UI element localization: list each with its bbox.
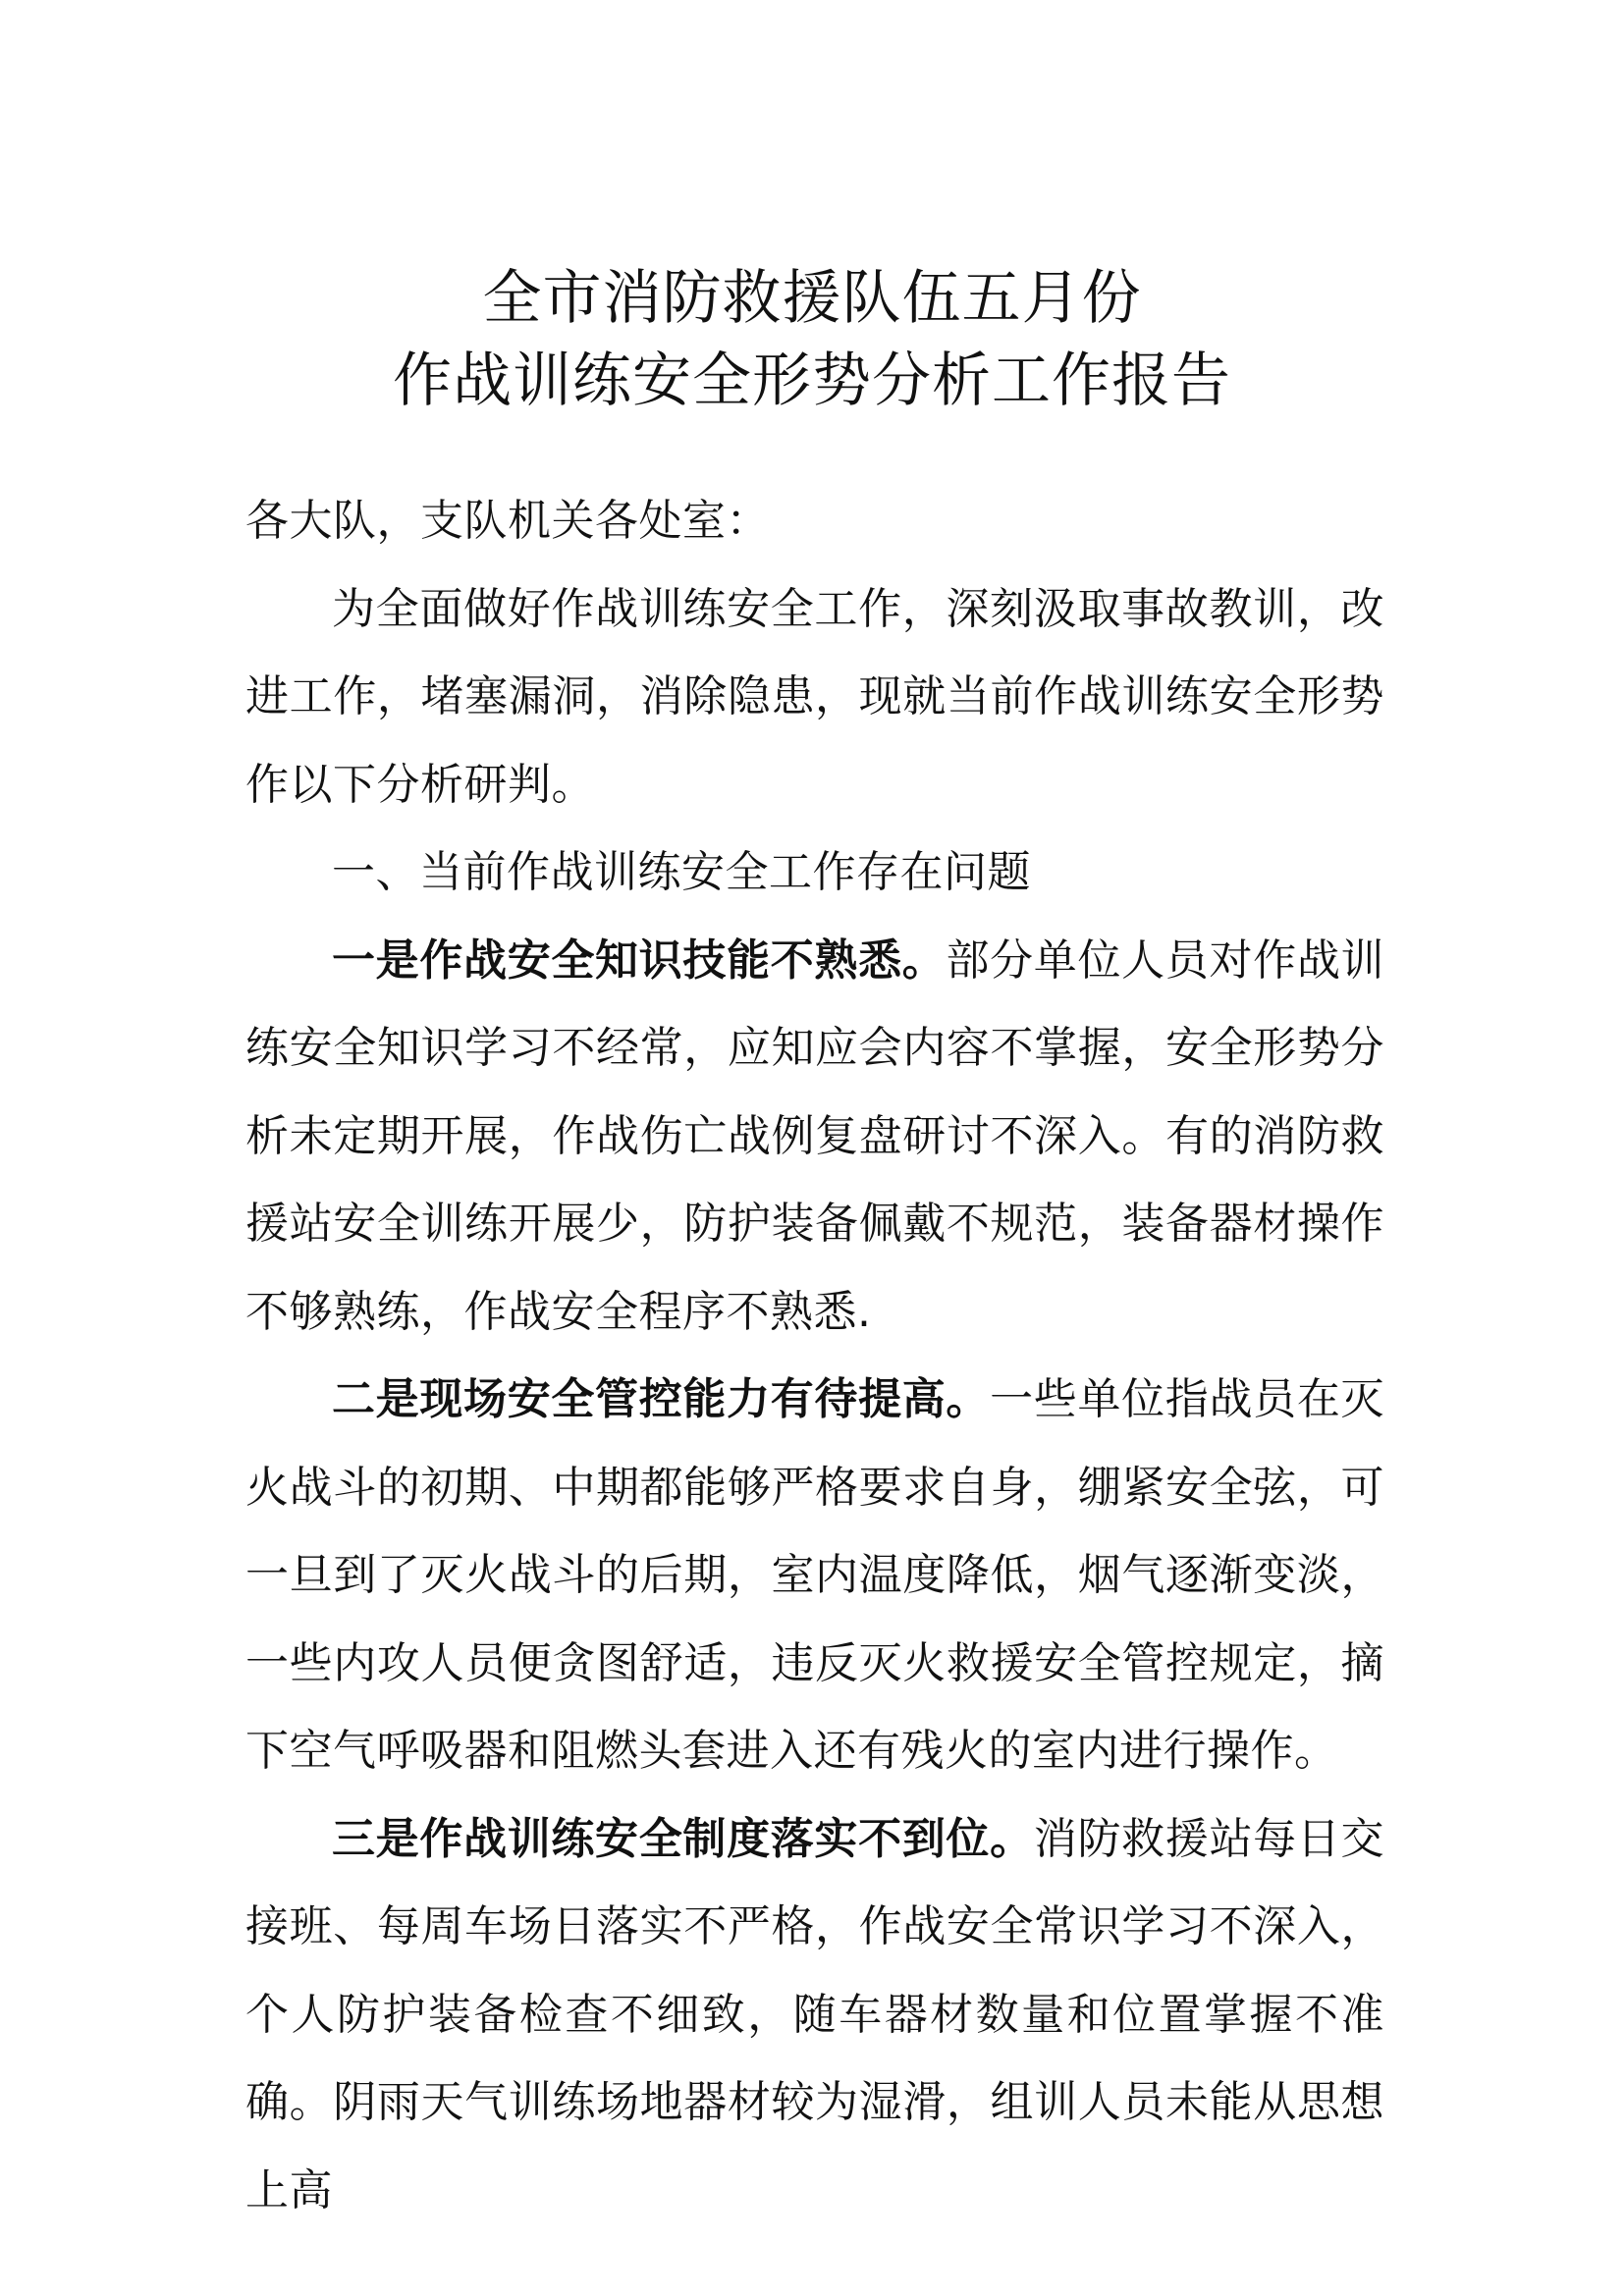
problem-paragraph-3 bbox=[245, 1795, 1384, 2235]
section-heading: 一、当前作战训练安全工作存在问题 bbox=[332, 847, 1031, 897]
problem-paragraph-1 bbox=[245, 917, 1384, 1357]
title-line-2: 作战训练安全形势分析工作报告 bbox=[393, 347, 1231, 416]
document-title bbox=[0, 257, 1624, 422]
title-line-1: 全市消防救援队伍五月份 bbox=[482, 264, 1142, 334]
paragraph-lead: 三是作战训练安全制度落实不到位。 bbox=[332, 1813, 1034, 1864]
paragraph-text: 部分单位人员对作战训练安全知识学习不经常，应知应会内容不掌握，安全形势分析未定期开展，作战伤亡战例复盘研讨不深入。有的消防救援站安全训练开展少，防护装备佩戴不规范，装备器材操作不够熟练，作战安全程序不熟悉. bbox=[245, 934, 1385, 1337]
problem-paragraph-2 bbox=[245, 1356, 1384, 1795]
paragraph-text: 一些单位指战员在灭火战斗的初期、中期都能够严格要求自身，绷紧安全弦，可一旦到了灭火战斗的后期，室内温度降低，烟气逐渐变淡，一些内攻人员便贪图舒适，违反灭火救援安全管控规定，摘下空气呼吸器和阻燃头套进入还有残火的室内进行操作。 bbox=[245, 1374, 1384, 1776]
paragraph-text: 消防救援站每日交接班、每周车场日落实不严格，作战安全常识学习不深入，个人防护装备检查不细致，随车器材数量和位置掌握不准确。阴雨天气训练场地器材较为湿滑，组训人员未能从思想上高 bbox=[245, 1813, 1384, 2216]
document-body bbox=[245, 477, 1384, 2234]
paragraph-lead: 一是作战安全知识技能不熟悉。 bbox=[332, 934, 947, 986]
paragraph-lead: 二是现场安全管控能力有待提高。 bbox=[332, 1374, 991, 1424]
salutation: 各大队，支队机关各处室： bbox=[245, 496, 770, 546]
intro-paragraph: 为全面做好作战训练安全工作，深刻汲取事故教训，改进工作，堵塞漏洞，消除隐患，现就当前作战训练安全形势作以下分析研判。 bbox=[245, 583, 1384, 810]
